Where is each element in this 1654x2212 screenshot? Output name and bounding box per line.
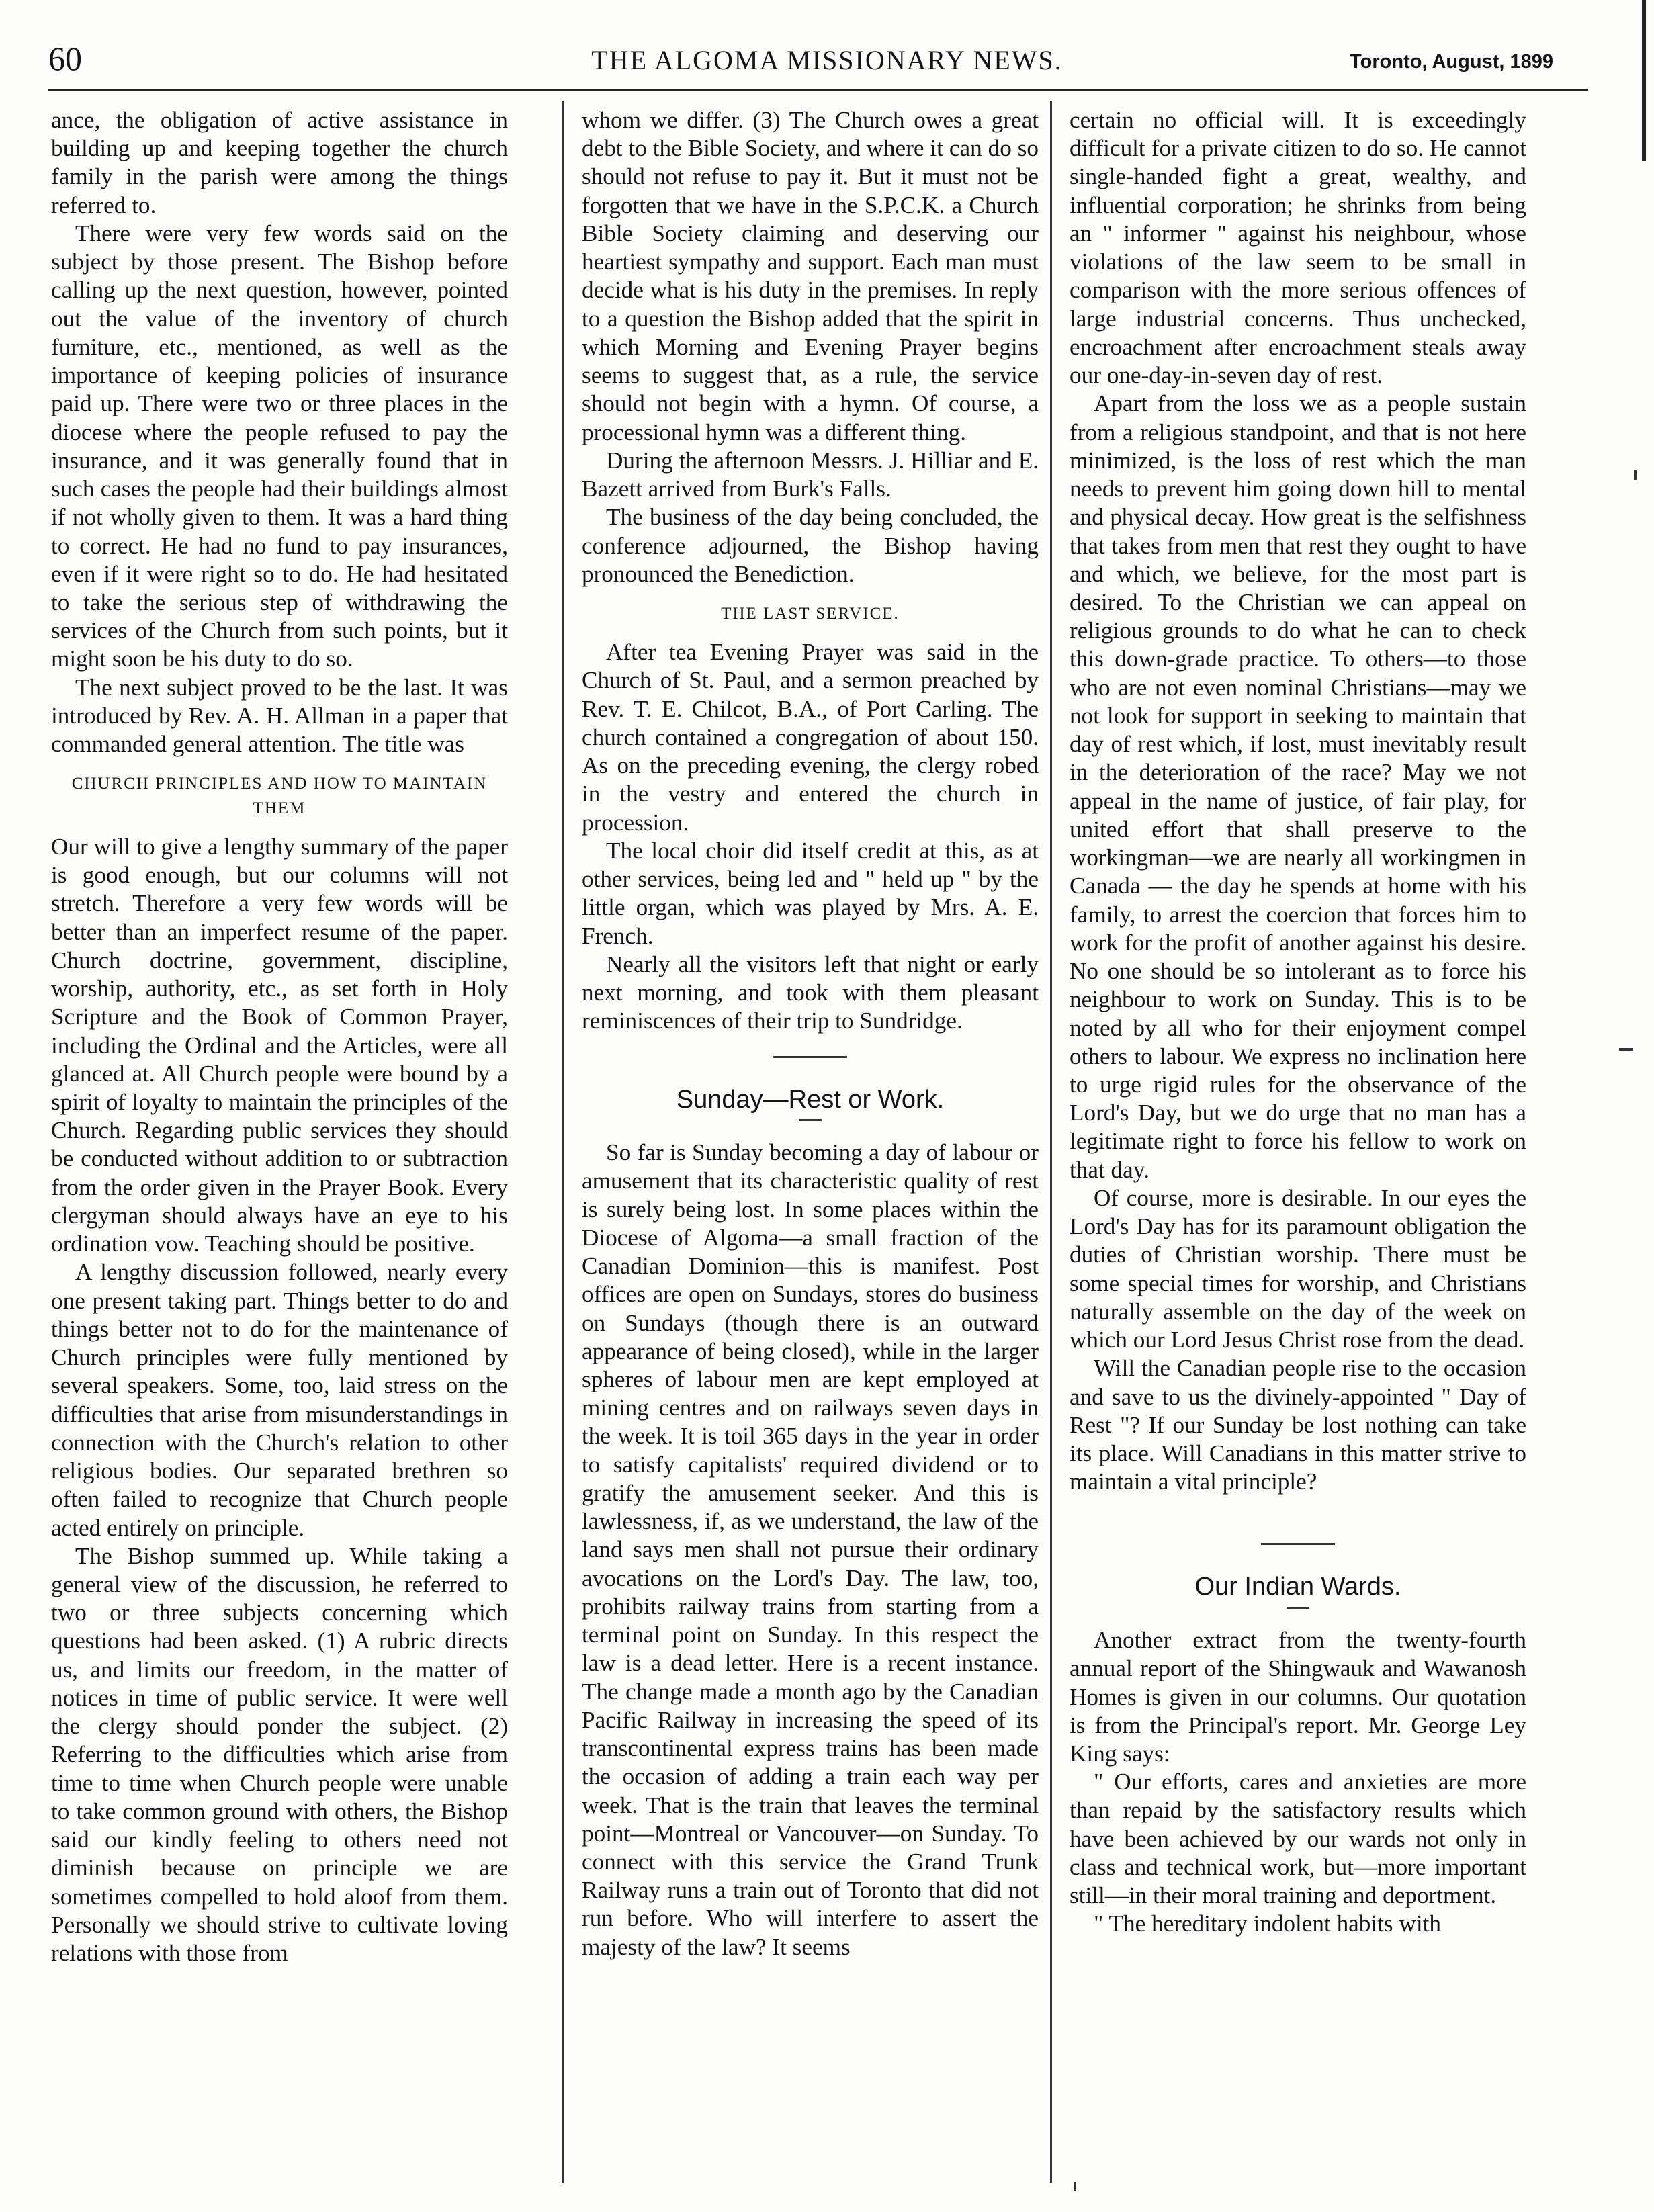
- paragraph: certain no official will. It is exceedingly difficult for a private citizen to do so. He cannot single-handed fight a great, wealthy, and influential corporation; he shrinks from being an " informer " against his neighbour, whose violations of the law seem to be small in comparison with the more serious offences of large industrial concerns. Thus unchecked, encroachment after encroachment steals away our one-day-in-seven day of rest.: [1070, 107, 1526, 389]
- paragraph: After tea Evening Prayer was said in the Church of St. Paul, and a sermon preached by Rev. T. E. Chilcot, B.A., of Port Carling. The church contained a congregation of about 150. As on the preceding evening, the clergy robed in the vestry and entered the church in procession.: [582, 639, 1039, 836]
- section-subheading: THE LAST SERVICE.: [721, 604, 900, 623]
- margin-mark: [1619, 1048, 1633, 1051]
- paragraph: The business of the day being concluded, the conference adjourned, the Bishop having pronounced the Benediction.: [582, 504, 1039, 587]
- column-rule: [1050, 101, 1052, 2183]
- column-2: [582, 106, 1039, 1961]
- headline-dash: [1287, 1607, 1309, 1609]
- page-number: 60: [48, 40, 82, 77]
- headline-dash: [799, 1119, 822, 1121]
- article-headline: Our Indian Wards.: [1194, 1573, 1401, 1601]
- masthead: THE ALGOMA MISSIONARY NEWS.: [591, 45, 1063, 75]
- date-line: Toronto, August, 1899: [1350, 51, 1553, 73]
- section-separator: [1261, 1543, 1335, 1545]
- paragraph: Nearly all the visitors left that night or early next morning, and took with them pleasant reminiscences of their trip to Sundridge.: [582, 950, 1039, 1034]
- section-separator: [773, 1056, 847, 1058]
- margin-tick: [1634, 470, 1637, 480]
- paragraph: The Bishop summed up. While taking a general view of the discussion, he referred to two or three subjects concerning which questions had been asked. (1) A rubric directs us, and limits our freedom, in the matter of notices in time of public service. It were well the clergy should ponder the subject. (2) Referring to the difficulties which arise from time to time when Church people were unable to take common ground with others, the Bishop said our kindly feeling to others need not diminish because on principle we are sometimes compelled to hold aloof from them. Personally we should strive to cultivate loving relations with those from: [51, 1542, 508, 1967]
- page-edge-rule: [1642, 0, 1646, 161]
- paragraph: Apart from the loss we as a people sustain from a religious standpoint, and that is not here minimized, is the loss of rest which the man needs to prevent him going down hill to mental and physical decay. How great is the selfishness that takes from men that rest they ought to have and which, we believe, for the most part is desired. To the Christian we can appeal on religious grounds to do what he can to check this down-grade practice. To others—to those who are not even nominal Christians—may we not look for support in seeking to maintain that day of rest which, if lost, must inevitably result in the deterioration of the race? May we not appeal in the name of justice, of fair play, for united effort that shall preserve to the workingman—we are nearly all workingmen in Canada — the day he spends at home with his family, to arrest the coercion that forces him to work for the profit of another against his desire. No one should be so intolerant as to force his neighbour to work on Sunday. This is to be noted by all who for their enjoyment compel others to labour. We express no inclination here to urge rigid rules for the observance of the Lord's Day, but we do urge that no man has a legitimate right to force his fellow to work on that day.: [1070, 390, 1526, 1183]
- margin-tick: [1074, 2182, 1076, 2191]
- column-1: [51, 106, 508, 1967]
- paragraph: So far is Sunday becoming a day of labour or amusement that its characteristic quality of rest is surely being lost. In some places within the Diocese of Algoma—a small fraction of the Canadian Dominion—this is manifest. Post offices are open on Sundays, stores do business on Sundays (though there is an outward appearance of being closed), while in the larger spheres of labour men are kept employed at mining centres and on railways seven days in the week. It is toil 365 days in the year in order to satisfy capitalists' required dividend or to gratify the amusement seeker. And this is lawlessness, if, as we understand, the law of the land says men shall not pursue their ordinary avocations on the Lord's Day. The law, too, prohibits railway trains from starting from a terminal point on Sunday. In this respect the law is a dead letter. Here is a recent instance. The change made a month ago by the Canadian Pacific Railway in increasing the speed of its transcontinental express trains has been made the occasion of adding a train each way per week. That is the train that leaves the terminal point—Montreal or Vancouver—on Sunday. To connect with this service the Grand Trunk Railway runs a train out of Toronto that did not run before. Who will interfere to assert the majesty of the law? It seems: [582, 1139, 1039, 1960]
- column-rule: [562, 101, 564, 2183]
- article-headline: Sunday—Rest or Work.: [676, 1085, 945, 1114]
- paragraph: The local choir did itself credit at this, as at other services, being led and " held up " by the little organ, which was played by Mrs. A. E. French.: [582, 837, 1039, 949]
- paragraph: A lengthy discussion followed, nearly every one present taking part. Things better to do and things better not to do for the maintenance of Church principles were fully mentioned by several speakers. Some, too, laid stress on the difficulties that arise from misunderstandings in connection with the Church's relation to other religious bodies. Our separated brethren so often failed to recognize that Church people acted entirely on principle.: [51, 1259, 508, 1541]
- paragraph: whom we differ. (3) The Church owes a great debt to the Bible Society, and where it can do so should not refuse to pay it. But it must not be forgotten that we have in the S.P.C.K. a Church Bible Society claiming and deserving our heartiest sympathy and support. Each man must decide what is his duty in the premises. In reply to a question the Bishop added that the spirit in which Morning and Evening Prayer begins seems to suggest that, as a rule, the service should not begin with a hymn. Of course, a processional hymn was a different thing.: [582, 107, 1039, 445]
- paragraph: Another extract from the twenty-fourth annual report of the Shingwauk and Wawanosh Homes is given in our columns. Our quotation is from the Principal's report. Mr. George Ley King says:: [1070, 1627, 1526, 1767]
- header-rule: [48, 89, 1588, 91]
- paragraph: ance, the obligation of active assistance in building up and keeping together the church family in the parish were among the things referred to.: [51, 107, 508, 218]
- paragraph: During the afternoon Messrs. J. Hilliar and E. Bazett arrived from Burk's Falls.: [582, 447, 1039, 502]
- paragraph: The next subject proved to be the last. It was introduced by Rev. A. H. Allman in a paper that commanded general attention. The title was: [51, 674, 508, 758]
- paragraph: Of course, more is desirable. In our eyes the Lord's Day has for its paramount obligation the duties of Christian worship. There must be some special times for worship, and Christians naturally assemble on the day of the week on which our Lord Jesus Christ rose from the dead.: [1070, 1184, 1526, 1354]
- paragraph: " Our efforts, cares and anxieties are more than repaid by the satisfactory results which have been achieved by our wards not only in class and technical work, but—more important still—in their moral training and deportment.: [1070, 1769, 1526, 1909]
- column-3: [1070, 106, 1526, 1939]
- paragraph: There were very few words said on the subject by those present. The Bishop before calling up the next question, however, pointed out the value of the inventory of church furniture, etc., mentioned, as well as the importance of keeping policies of insurance paid up. There were two or three places in the diocese where the people refused to pay the insurance, and it was generally found that in such cases the people had their buildings almost if not wholly given to them. It was a hard thing to correct. He had no fund to pay insurances, even if it were right so to do. He had hesitated to take the serious step of withdrawing the services of the Church from such points, but it might soon be his duty to do so.: [51, 220, 508, 672]
- paragraph: Will the Canadian people rise to the occasion and save to us the divinely-appointed " Day of Rest "? If our Sunday be lost nothing can take its place. Will Canadians in this matter strive to maintain a vital principle?: [1070, 1355, 1526, 1495]
- paragraph: Our will to give a lengthy summary of the paper is good enough, but our columns will not stretch. Therefore a very few words will be better than an imperfect resume of the paper. Church doctrine, government, discipline, worship, authority, etc., as set forth in Holy Scripture and the Book of Common Prayer, including the Ordinal and the Articles, were all glanced at. All Church people were bound by a spirit of loyalty to maintain the principles of the Church. Regarding public services they should be conducted without addition to or subtraction from the order given in the Prayer Book. Every clergyman should always have an eye to his ordination vow. Teaching should be positive.: [51, 833, 508, 1257]
- paragraph: " The hereditary indolent habits with: [1094, 1910, 1441, 1937]
- section-subheading: CHURCH PRINCIPLES AND HOW TO MAINTAIN THEM: [71, 775, 488, 817]
